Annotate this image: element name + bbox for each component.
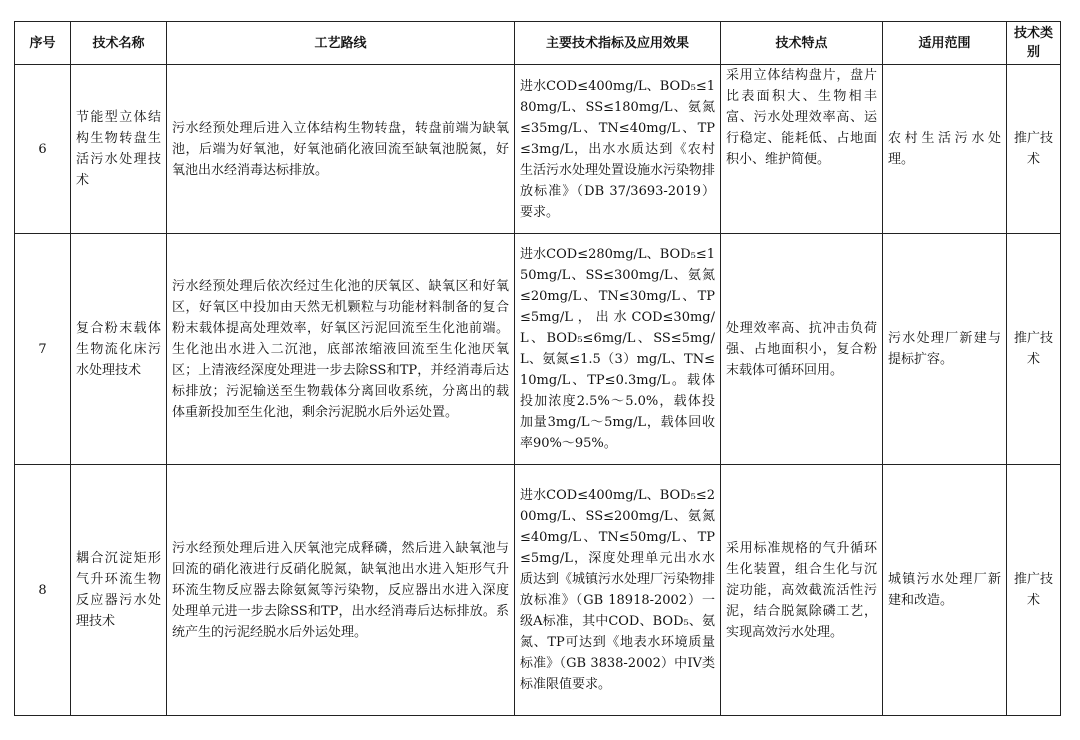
cell-category: 推广技术	[1007, 65, 1061, 234]
cell-category: 推广技术	[1007, 465, 1061, 716]
header-indicators: 主要技术指标及应用效果	[515, 22, 721, 65]
table-row	[15, 234, 1061, 465]
technology-table	[14, 21, 1061, 716]
cell-indicators: 进水COD≤400mg/L、BOD₅≤180mg/L、SS≤180mg/L、氨氮≤35mg/L、TN≤40mg/L、TP≤3mg/L，出水水质达到《农村生活污水处理处置设施水污染物排放标准》（DB 37/3693-2019）要求。	[515, 65, 721, 234]
cell-features: 处理效率高、抗冲击负荷强、占地面积小，复合粉末载体可循环回用。	[721, 234, 883, 465]
cell-route: 污水经预处理后进入立体结构生物转盘，转盘前端为缺氧池，后端为好氧池，好氧池硝化液回流至缺氧池脱氮，好氧池出水经消毒达标排放。	[167, 65, 515, 234]
header-category: 技术类别	[1007, 22, 1061, 65]
header-route: 工艺路线	[167, 22, 515, 65]
header-scope: 适用范围	[883, 22, 1007, 65]
header-name: 技术名称	[71, 22, 167, 65]
cell-features: 采用标准规格的气升循环生化装置，组合生化与沉淀功能，高效截流活性污泥，结合脱氮除磷工艺，实现高效污水处理。	[721, 465, 883, 716]
cell-route: 污水经预处理后依次经过生化池的厌氧区、缺氧区和好氧区，好氧区中投加由天然无机颗粒与功能材料制备的复合粉末载体提高处理效率，好氧区污泥回流至生化池前端。生化池出水进入二沉池，底部浓缩液回流至生化池厌氧区；上清液经深度处理进一步去除SS和TP，并经消毒后达标排放；污泥输送至生物载体分离回收系统，分离出的载体重新投加至生化池，剩余污泥脱水后外运处置。	[167, 234, 515, 465]
header-seq: 序号	[15, 22, 71, 65]
cell-name: 复合粉末载体生物流化床污水处理技术	[71, 234, 167, 465]
cell-indicators: 进水COD≤280mg/L、BOD₅≤150mg/L、SS≤300mg/L、氨氮≤20mg/L、TN≤30mg/L、TP≤5mg/L，出水COD≤30mg/L、BOD₅≤6mg/L、SS≤5mg/L、氨氮≤1.5（3）mg/L、TN≤10mg/L、TP≤0.3mg/L。载体投加浓度2.5%～5.0%，载体投加量3mg/L～5mg/L，载体回收率90%～95%。	[515, 234, 721, 465]
header-row	[15, 22, 1061, 65]
cell-category: 推广技术	[1007, 234, 1061, 465]
table-row	[15, 65, 1061, 234]
cell-scope: 农村生活污水处理。	[883, 65, 1007, 234]
cell-features: 采用立体结构盘片，盘片比表面积大、生物相丰富、污水处理效率高、运行稳定、能耗低、占地面积小、维护简便。	[721, 65, 883, 234]
header-features: 技术特点	[721, 22, 883, 65]
cell-route: 污水经预处理后进入厌氧池完成释磷，然后进入缺氧池与回流的硝化液进行反硝化脱氮，缺氧池出水进入矩形气升环流生物反应器去除氨氮等污染物，反应器出水进入深度处理单元进一步去除SS和TP，出水经消毒后达标排放。系统产生的污泥经脱水后外运处理。	[167, 465, 515, 716]
cell-name: 耦合沉淀矩形气升环流生物反应器污水处理技术	[71, 465, 167, 716]
cell-seq: 8	[15, 465, 71, 716]
cell-scope: 城镇污水处理厂新建和改造。	[883, 465, 1007, 716]
cell-indicators: 进水COD≤400mg/L、BOD₅≤200mg/L、SS≤200mg/L、氨氮≤40mg/L、TN≤50mg/L、TP≤5mg/L，深度处理单元出水水质达到《城镇污水处理厂污染物排放标准》（GB 18918-2002）一级A标准，其中COD、BOD₅、氨氮、TP可达到《地表水环境质量标准》（GB 3838-2002）中IV类标准限值要求。	[515, 465, 721, 716]
cell-seq: 6	[15, 65, 71, 234]
cell-seq: 7	[15, 234, 71, 465]
cell-scope: 污水处理厂新建与提标扩容。	[883, 234, 1007, 465]
table-row	[15, 465, 1061, 716]
cell-name: 节能型立体结构生物转盘生活污水处理技术	[71, 65, 167, 234]
